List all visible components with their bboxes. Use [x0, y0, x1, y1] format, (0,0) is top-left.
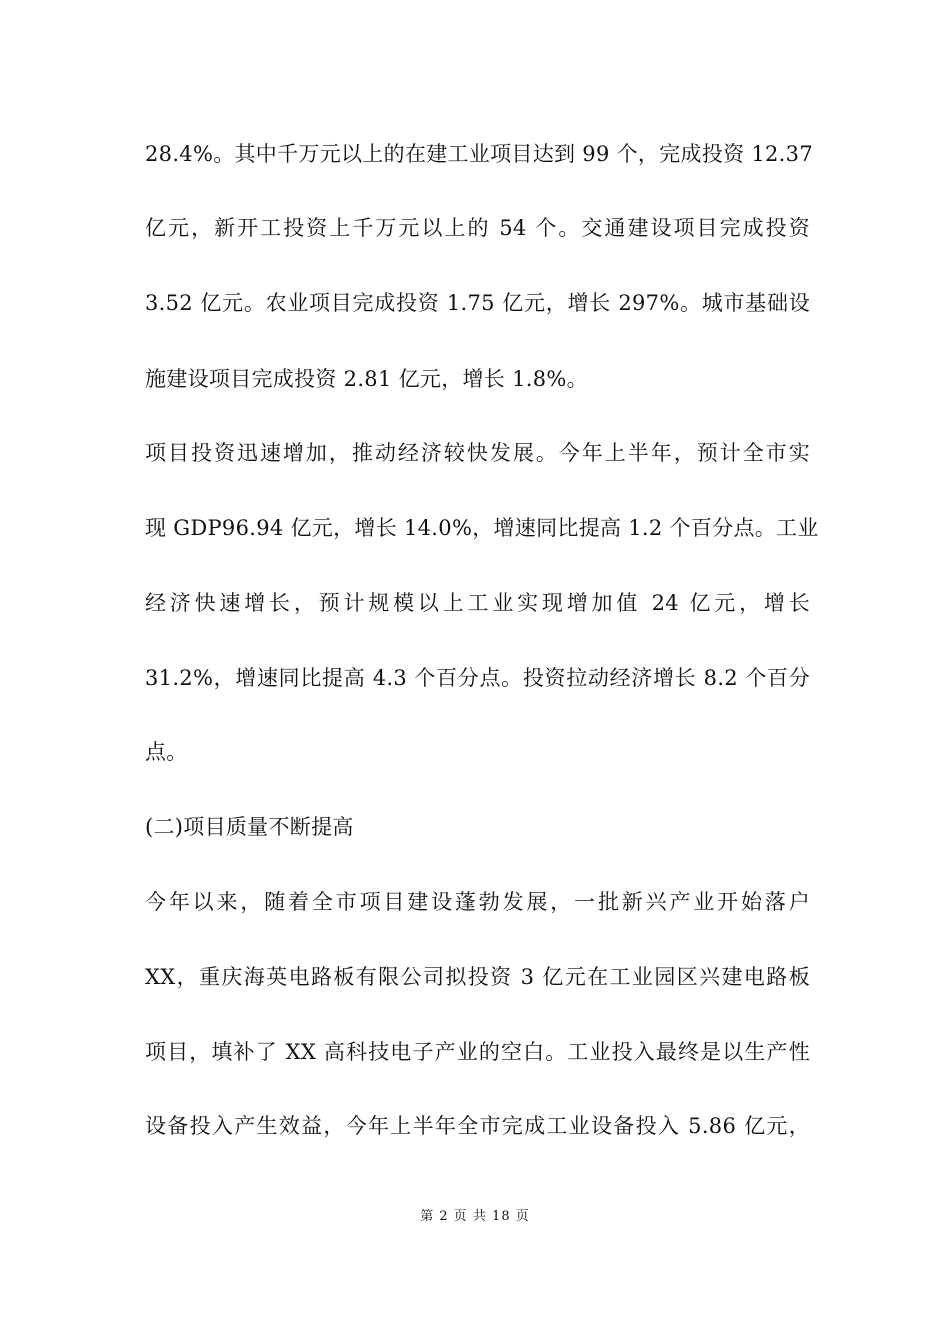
- paragraph-line: 经济快速增长，预计规模以上工业实现增加值 24 亿元，增长: [145, 591, 810, 615]
- section-heading: (二)项目质量不断提高: [145, 815, 354, 839]
- paragraph-line: 设备投入产生效益，今年上半年全市完成工业设备投入 5.86 亿元，: [145, 1114, 810, 1138]
- paragraph-line: 项目投资迅速增加，推动经济较快发展。今年上半年，预计全市实: [145, 441, 810, 465]
- paragraph-line: 今年以来，随着全市项目建设蓬勃发展，一批新兴产业开始落户: [145, 890, 810, 914]
- page-number: 第 2 页 共 18 页: [420, 1209, 530, 1224]
- paragraph-line: 现 GDP96.94 亿元，增长 14.0%，增速同比提高 1.2 个百分点。工业: [145, 516, 819, 540]
- paragraph-line: XX，重庆海英电路板有限公司拟投资 3 亿元在工业园区兴建电路板: [145, 965, 810, 989]
- paragraph-line: 3.52 亿元。农业项目完成投资 1.75 亿元，增长 297%。城市基础设: [145, 291, 810, 315]
- paragraph-line: 31.2%，增速同比提高 4.3 个百分点。投资拉动经济增长 8.2 个百分: [145, 666, 810, 690]
- paragraph-line: 项目，填补了 XX 高科技电子产业的空白。工业投入最终是以生产性: [145, 1040, 810, 1064]
- paragraph-line: 施建设项目完成投资 2.81 亿元，增长 1.8%。: [145, 367, 588, 391]
- paragraph-line: 亿元，新开工投资上千万元以上的 54 个。交通建设项目完成投资: [145, 216, 810, 240]
- paragraph-line: 28.4%。其中千万元以上的在建工业项目达到 99 个，完成投资 12.37: [145, 142, 813, 166]
- paragraph-line: 点。: [145, 740, 188, 764]
